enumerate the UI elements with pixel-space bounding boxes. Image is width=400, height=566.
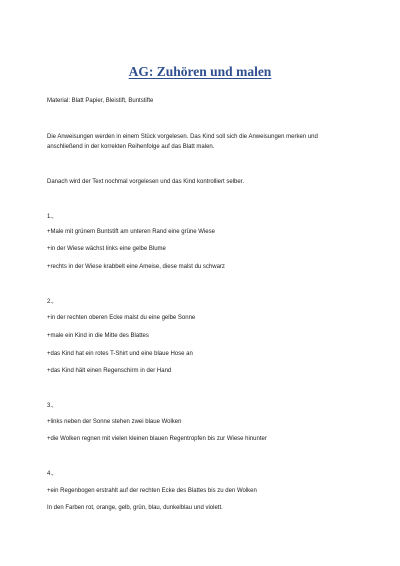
material-line: Material: Blatt Papier, Bleistift, Buntstifte [47, 98, 154, 104]
section-2-item-3: +das Kind hat ein rotes T-Shirt und eine blaue Hose an [47, 351, 193, 357]
section-1-number: 1., [47, 214, 54, 220]
section-3-number: 3., [47, 403, 54, 409]
instructions-line-1: Die Anweisungen werden in einem Stück vorgelesen. Das Kind soll sich die Anweisungen merken und [47, 134, 318, 140]
section-3-item-2: +die Wolken regnen mit vielen kleinen blauen Regentropfen bis zur Wiese hinunter [47, 436, 267, 442]
section-4-item-2: In den Farben rot, orange, gelb, grün, blau, dunkelblau und violett. [47, 505, 223, 511]
section-2-item-1: +in der rechten oberen Ecke malst du eine gelbe Sonne [47, 315, 196, 321]
section-2-item-4: +das Kind hält einen Regenschirm in der Hand [47, 368, 172, 374]
section-2-item-2: +male ein Kind in die Mitte des Blattes [47, 333, 149, 339]
section-1-item-2: +in der Wiese wächst links eine gelbe Blume [47, 246, 166, 252]
page-title: AG: Zuhören und malen [128, 64, 272, 79]
section-3-item-1: +links neben der Sonne stehen zwei blaue Wolken [47, 419, 182, 425]
section-1-item-1: +Male mit grünem Buntstift am unteren Rand eine grüne Wiese [47, 229, 215, 235]
section-4-item-1: +ein Regenbogen erstrahlt auf der rechten Ecke des Blattes bis zu den Wolken [47, 488, 257, 494]
instructions-line-2: anschließend in der korrekten Reihenfolge auf das Blatt malen. [47, 144, 215, 150]
section-4-number: 4., [47, 471, 54, 477]
section-2-number: 2., [47, 299, 54, 305]
section-1-item-3: +rechts in der Wiese krabbelt eine Ameise, diese malst du schwarz [47, 264, 225, 270]
check-line: Danach wird der Text nochmal vorgelesen und das Kind kontrolliert selber. [47, 179, 244, 185]
